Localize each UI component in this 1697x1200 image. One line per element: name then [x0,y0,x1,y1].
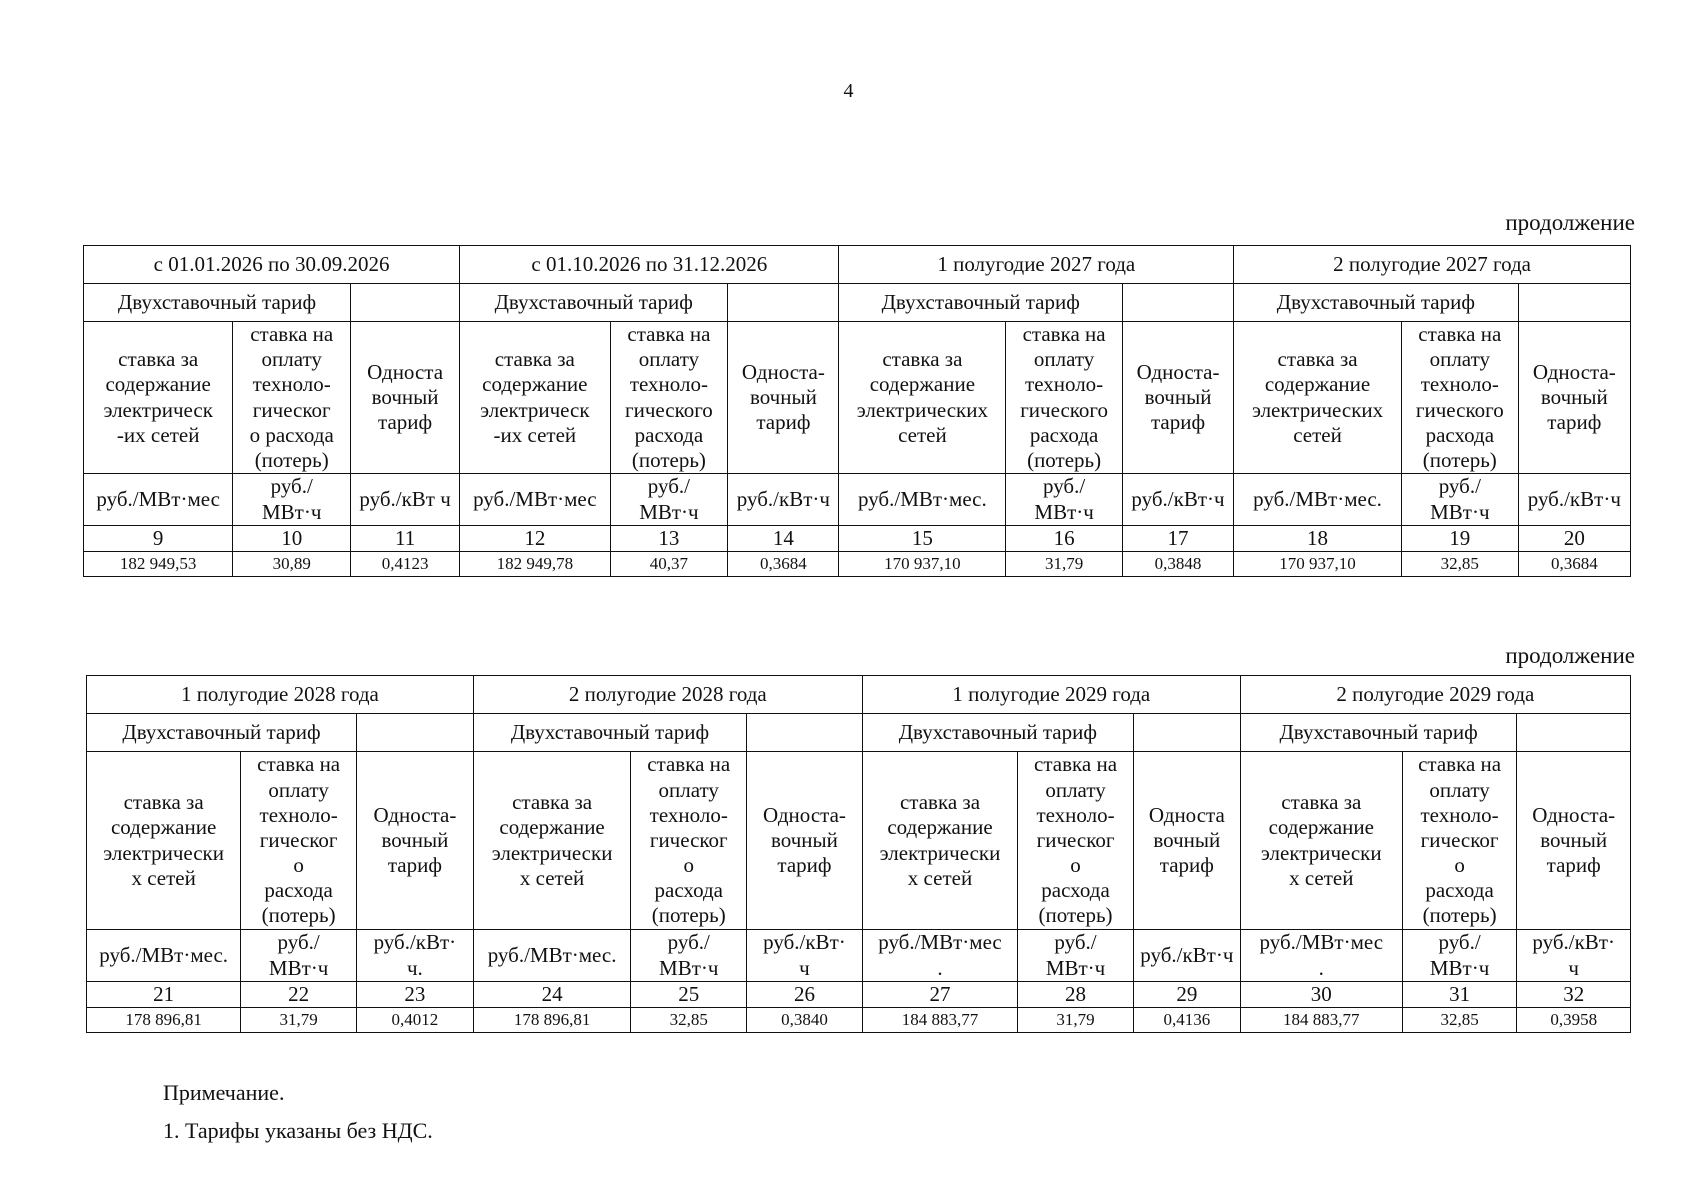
table-row [87,1008,1631,1033]
empty-header-cell [1517,714,1631,752]
period-header-row [87,676,1631,714]
unit-cell: руб./кВт ч [351,474,460,526]
column-header: ставка на оплату техноло- гического расхода (потерь) [610,322,728,474]
unit-cell: руб./ МВт·ч [610,474,728,526]
value-cell: 30,89 [233,552,351,577]
unit-cell: руб./ МВт·ч [1402,930,1517,982]
unit-cell: руб./МВт·мес. [473,930,631,982]
unit-cell: руб./ МВт·ч [1018,930,1134,982]
column-header-row [84,322,1631,474]
column-header: ставка за содержание электрически х сетей [473,752,631,930]
value-cell: 170 937,10 [839,552,1006,577]
column-number: 12 [460,526,610,552]
empty-header-cell [356,714,473,752]
column-number: 29 [1133,982,1240,1008]
value-cell: 0,3848 [1122,552,1233,577]
period-header: с 01.10.2026 по 31.12.2026 [460,246,839,284]
column-header: Односта- вочный тариф [1122,322,1233,474]
tariff-table-2 [86,675,1631,1033]
value-cell: 0,3684 [1518,552,1630,577]
column-header: Односта- вочный тариф [1518,322,1630,474]
unit-cell: руб./ МВт·ч [233,474,351,526]
table-row [84,552,1631,577]
value-cell: 32,85 [631,1008,747,1033]
unit-cell: руб./кВт· ч [747,930,863,982]
tariff-type-header: Двухставочный тариф [1234,284,1519,322]
tariff-type-header: Двухставочный тариф [84,284,351,322]
column-header: ставка на оплату техноло- гическог о расхода (потерь) [1018,752,1134,930]
column-number: 30 [1240,982,1402,1008]
period-header: с 01.01.2026 по 30.09.2026 [84,246,460,284]
column-header: ставка на оплату техноло- гическог о расхода (потерь) [241,752,357,930]
value-cell: 178 896,81 [473,1008,631,1033]
column-header: ставка за содержание электрически х сетей [87,752,241,930]
column-header: ставка на оплату техноло- гического расхода (потерь) [1006,322,1123,474]
column-number: 20 [1518,526,1630,552]
column-number: 18 [1234,526,1402,552]
column-header: ставка за содержание электрически х сетей [1240,752,1402,930]
value-cell: 0,3958 [1517,1008,1631,1033]
value-cell: 182 949,53 [84,552,233,577]
empty-header-cell [728,284,839,322]
tariff-type-header: Двухставочный тариф [87,714,357,752]
column-number: 21 [87,982,241,1008]
column-number: 28 [1018,982,1134,1008]
unit-cell: руб./кВт·ч [1518,474,1630,526]
unit-cell: руб./ МВт·ч [1401,474,1518,526]
column-number: 32 [1517,982,1631,1008]
tariff-type-header: Двухставочный тариф [862,714,1133,752]
column-header: Односта- вочный тариф [728,322,839,474]
empty-header-cell [1133,714,1240,752]
column-header-row [87,752,1631,930]
column-number-row [84,526,1631,552]
unit-cell: руб./МВт·мес. [87,930,241,982]
column-number: 27 [862,982,1017,1008]
empty-header-cell [1122,284,1233,322]
page-number: 4 [843,80,854,102]
column-header: Односта- вочный тариф [356,752,473,930]
unit-cell: руб./кВт·ч [728,474,839,526]
column-header: ставка на оплату техноло- гическог о расхода (потерь) [631,752,747,930]
value-cell: 178 896,81 [87,1008,241,1033]
note-title: Примечание. [163,1080,285,1105]
column-header: Односта- вочный тариф [747,752,863,930]
unit-cell: руб./ МВт·ч [631,930,747,982]
column-number: 13 [610,526,728,552]
value-cell: 31,79 [1006,552,1123,577]
period-header: 2 полугодие 2027 года [1234,246,1631,284]
tariff-type-row [84,284,1631,322]
value-cell: 0,3840 [747,1008,863,1033]
period-header-row [84,246,1631,284]
empty-header-cell [351,284,460,322]
value-cell: 184 883,77 [1240,1008,1402,1033]
column-number: 9 [84,526,233,552]
unit-row [84,474,1631,526]
value-cell: 0,4136 [1133,1008,1240,1033]
unit-cell: руб./МВт·мес . [862,930,1017,982]
column-number: 25 [631,982,747,1008]
unit-cell: руб./МВт·мес [84,474,233,526]
unit-cell: руб./МВт·мес . [1240,930,1402,982]
value-cell: 32,85 [1402,1008,1517,1033]
column-number: 16 [1006,526,1123,552]
unit-cell: руб./кВт·ч [1133,930,1240,982]
column-header: ставка за содержание электрических сетей [839,322,1006,474]
value-cell: 182 949,78 [460,552,610,577]
column-number: 14 [728,526,839,552]
column-number: 11 [351,526,460,552]
column-number: 19 [1401,526,1518,552]
column-header: ставка на оплату техноло- гического расхода (потерь) [1401,322,1518,474]
period-header: 2 полугодие 2029 года [1240,676,1630,714]
unit-cell: руб./ МВт·ч [1006,474,1123,526]
unit-cell: руб./МВт·мес. [1234,474,1402,526]
column-number: 10 [233,526,351,552]
column-header: ставка за содержание электрическ -их сетей [84,322,233,474]
period-header: 1 полугодие 2029 года [862,676,1240,714]
note-item: 1. Тарифы указаны без НДС. [163,1118,433,1143]
column-number: 24 [473,982,631,1008]
column-number: 23 [356,982,473,1008]
column-header: ставка на оплату техноло- гическог о расхода (потерь) [1402,752,1517,930]
period-header: 1 полугодие 2028 года [87,676,474,714]
column-number: 15 [839,526,1006,552]
column-header: ставка на оплату техноло- гическог о расхода (потерь) [233,322,351,474]
column-header: Односта вочный тариф [1133,752,1240,930]
tariff-table-1 [83,245,1631,577]
empty-header-cell [747,714,863,752]
column-number: 26 [747,982,863,1008]
period-header: 2 полугодие 2028 года [473,676,862,714]
column-header: ставка за содержание электрически х сетей [862,752,1017,930]
column-header: ставка за содержание электрическ -их сетей [460,322,610,474]
unit-row [87,930,1631,982]
unit-cell: руб./ МВт·ч [241,930,357,982]
tariff-type-header: Двухставочный тариф [460,284,728,322]
unit-cell: руб./кВт· ч. [356,930,473,982]
column-number: 22 [241,982,357,1008]
column-number-row [87,982,1631,1008]
value-cell: 31,79 [1018,1008,1134,1033]
empty-header-cell [1518,284,1630,322]
column-header: ставка за содержание электрических сетей [1234,322,1402,474]
value-cell: 170 937,10 [1234,552,1402,577]
value-cell: 40,37 [610,552,728,577]
unit-cell: руб./МВт·мес [460,474,610,526]
unit-cell: руб./МВт·мес. [839,474,1006,526]
tariff-type-header: Двухставочный тариф [1240,714,1517,752]
continuation-label: продолжение [1505,210,1635,235]
value-cell: 0,3684 [728,552,839,577]
unit-cell: руб./кВт· ч [1517,930,1631,982]
tariff-type-header: Двухставочный тариф [839,284,1122,322]
tariff-type-row [87,714,1631,752]
value-cell: 31,79 [241,1008,357,1033]
continuation-label: продолжение [1505,643,1635,668]
value-cell: 0,4012 [356,1008,473,1033]
value-cell: 32,85 [1401,552,1518,577]
column-header: Односта- вочный тариф [1517,752,1631,930]
period-header: 1 полугодие 2027 года [839,246,1234,284]
unit-cell: руб./кВт·ч [1122,474,1233,526]
column-header: Односта вочный тариф [351,322,460,474]
value-cell: 0,4123 [351,552,460,577]
tariff-type-header: Двухставочный тариф [473,714,746,752]
column-number: 17 [1122,526,1233,552]
value-cell: 184 883,77 [862,1008,1017,1033]
column-number: 31 [1402,982,1517,1008]
